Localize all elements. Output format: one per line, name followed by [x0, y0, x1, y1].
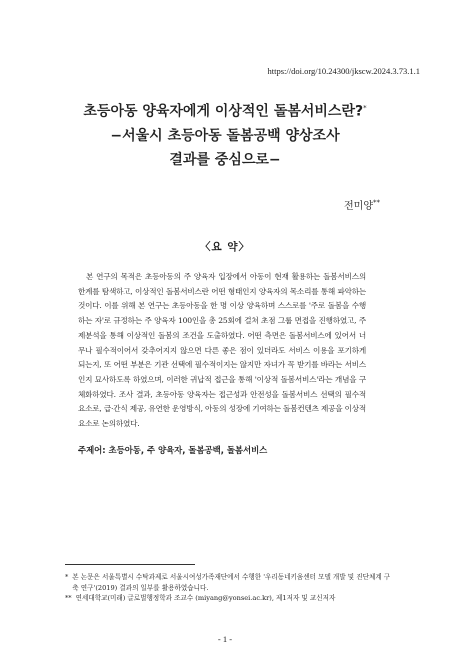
author [344, 197, 380, 212]
title-text: 초등아동 양육자에게 이상적인 돌봄서비스란? [83, 103, 364, 120]
paper-title [0, 98, 450, 170]
keywords: 주제어: 초등아동, 주 양육자, 돌봄공백, 돌봄서비스 [78, 445, 268, 455]
subtitle-line-2: 결과를 중심으로− [169, 151, 281, 168]
title-footnote-mark: * [363, 104, 367, 112]
author-footnote-mark: ** [373, 198, 380, 207]
title-line-1 [0, 98, 450, 122]
footnotes [65, 572, 395, 604]
footnote-divider [65, 564, 195, 565]
doi-link[interactable]: https://doi.org/10.24300/jkscw.2024.3.73.1.1 [267, 66, 420, 76]
abstract-heading: 〈요 약〉 [200, 241, 250, 253]
footnote-1-mark: * [65, 573, 69, 581]
footnote-2-text: 연세대학교(미래) 글로벌행정학과 조교수 (miyang@yonsei.ac.kr), 제1저자 및 교신저자 [75, 594, 336, 602]
subtitle-line-1: −서울시 초등아동 돌봄공백 양상조사 [110, 127, 340, 144]
footnote-1-text: 본 논문은 서울특별시 수탁과제로 서울시여성가족재단에서 수행한 '우리동네키움센터 모델 개발 및 진단체계 구축 연구'(2019) 결과의 일부를 활용하였습니다. [72, 573, 391, 592]
abstract-body: 본 연구의 목적은 초등아동의 주 양육자 입장에서 아동이 현재 활용하는 돌봄서비스의 한계를 탐색하고, 이상적인 돌봄서비스란 어떤 형태인지 양육자의 목소리를 통해 파악하는 것이다. 이를 위해 본 연구는 초등아동을 한 명 이상 양육하며 스스로를 '주로 돌봄을 수행하는 자'로 규정하는 주 양육자 100인을 총 25회에 걸쳐 초점 그룹 면접을 진행하였고, 주제분석을 통해 이상적인 돌봄의 조건을 도출하였다. 어떤 측면은 돌봄서비스에 있어서 너무나 필수적이어서 갖추어지지 않으면 다른 좋은 점이 있더라도 서비스 이용을 포기하게 되는지, 또 어떤 부분은 기관 선택에 필수적이지는 않지만 자녀가 꼭 받기를 바라는 서비스인지 묘사하도록 하였으며, 이러한 귀납적 접근을 통해 '이상적 돌봄서비스'라는 개념을 구체화하였다. 조사 결과, 초등아동 양육자는 접근성과 안전성을 돌봄서비스 선택의 필수적 요소로, 급·간식 제공, 유연한 운영방식, 아동의 성장에 기여하는 돌봄컨텐츠 제공을 이상적 요소로 논의하였다. [78, 272, 366, 429]
footnote-1 [65, 572, 395, 593]
page-number: - 1 - [217, 634, 233, 644]
footnote-2-mark: ** [65, 594, 72, 602]
author-name: 전미양 [344, 201, 373, 212]
footnote-2 [65, 593, 395, 604]
